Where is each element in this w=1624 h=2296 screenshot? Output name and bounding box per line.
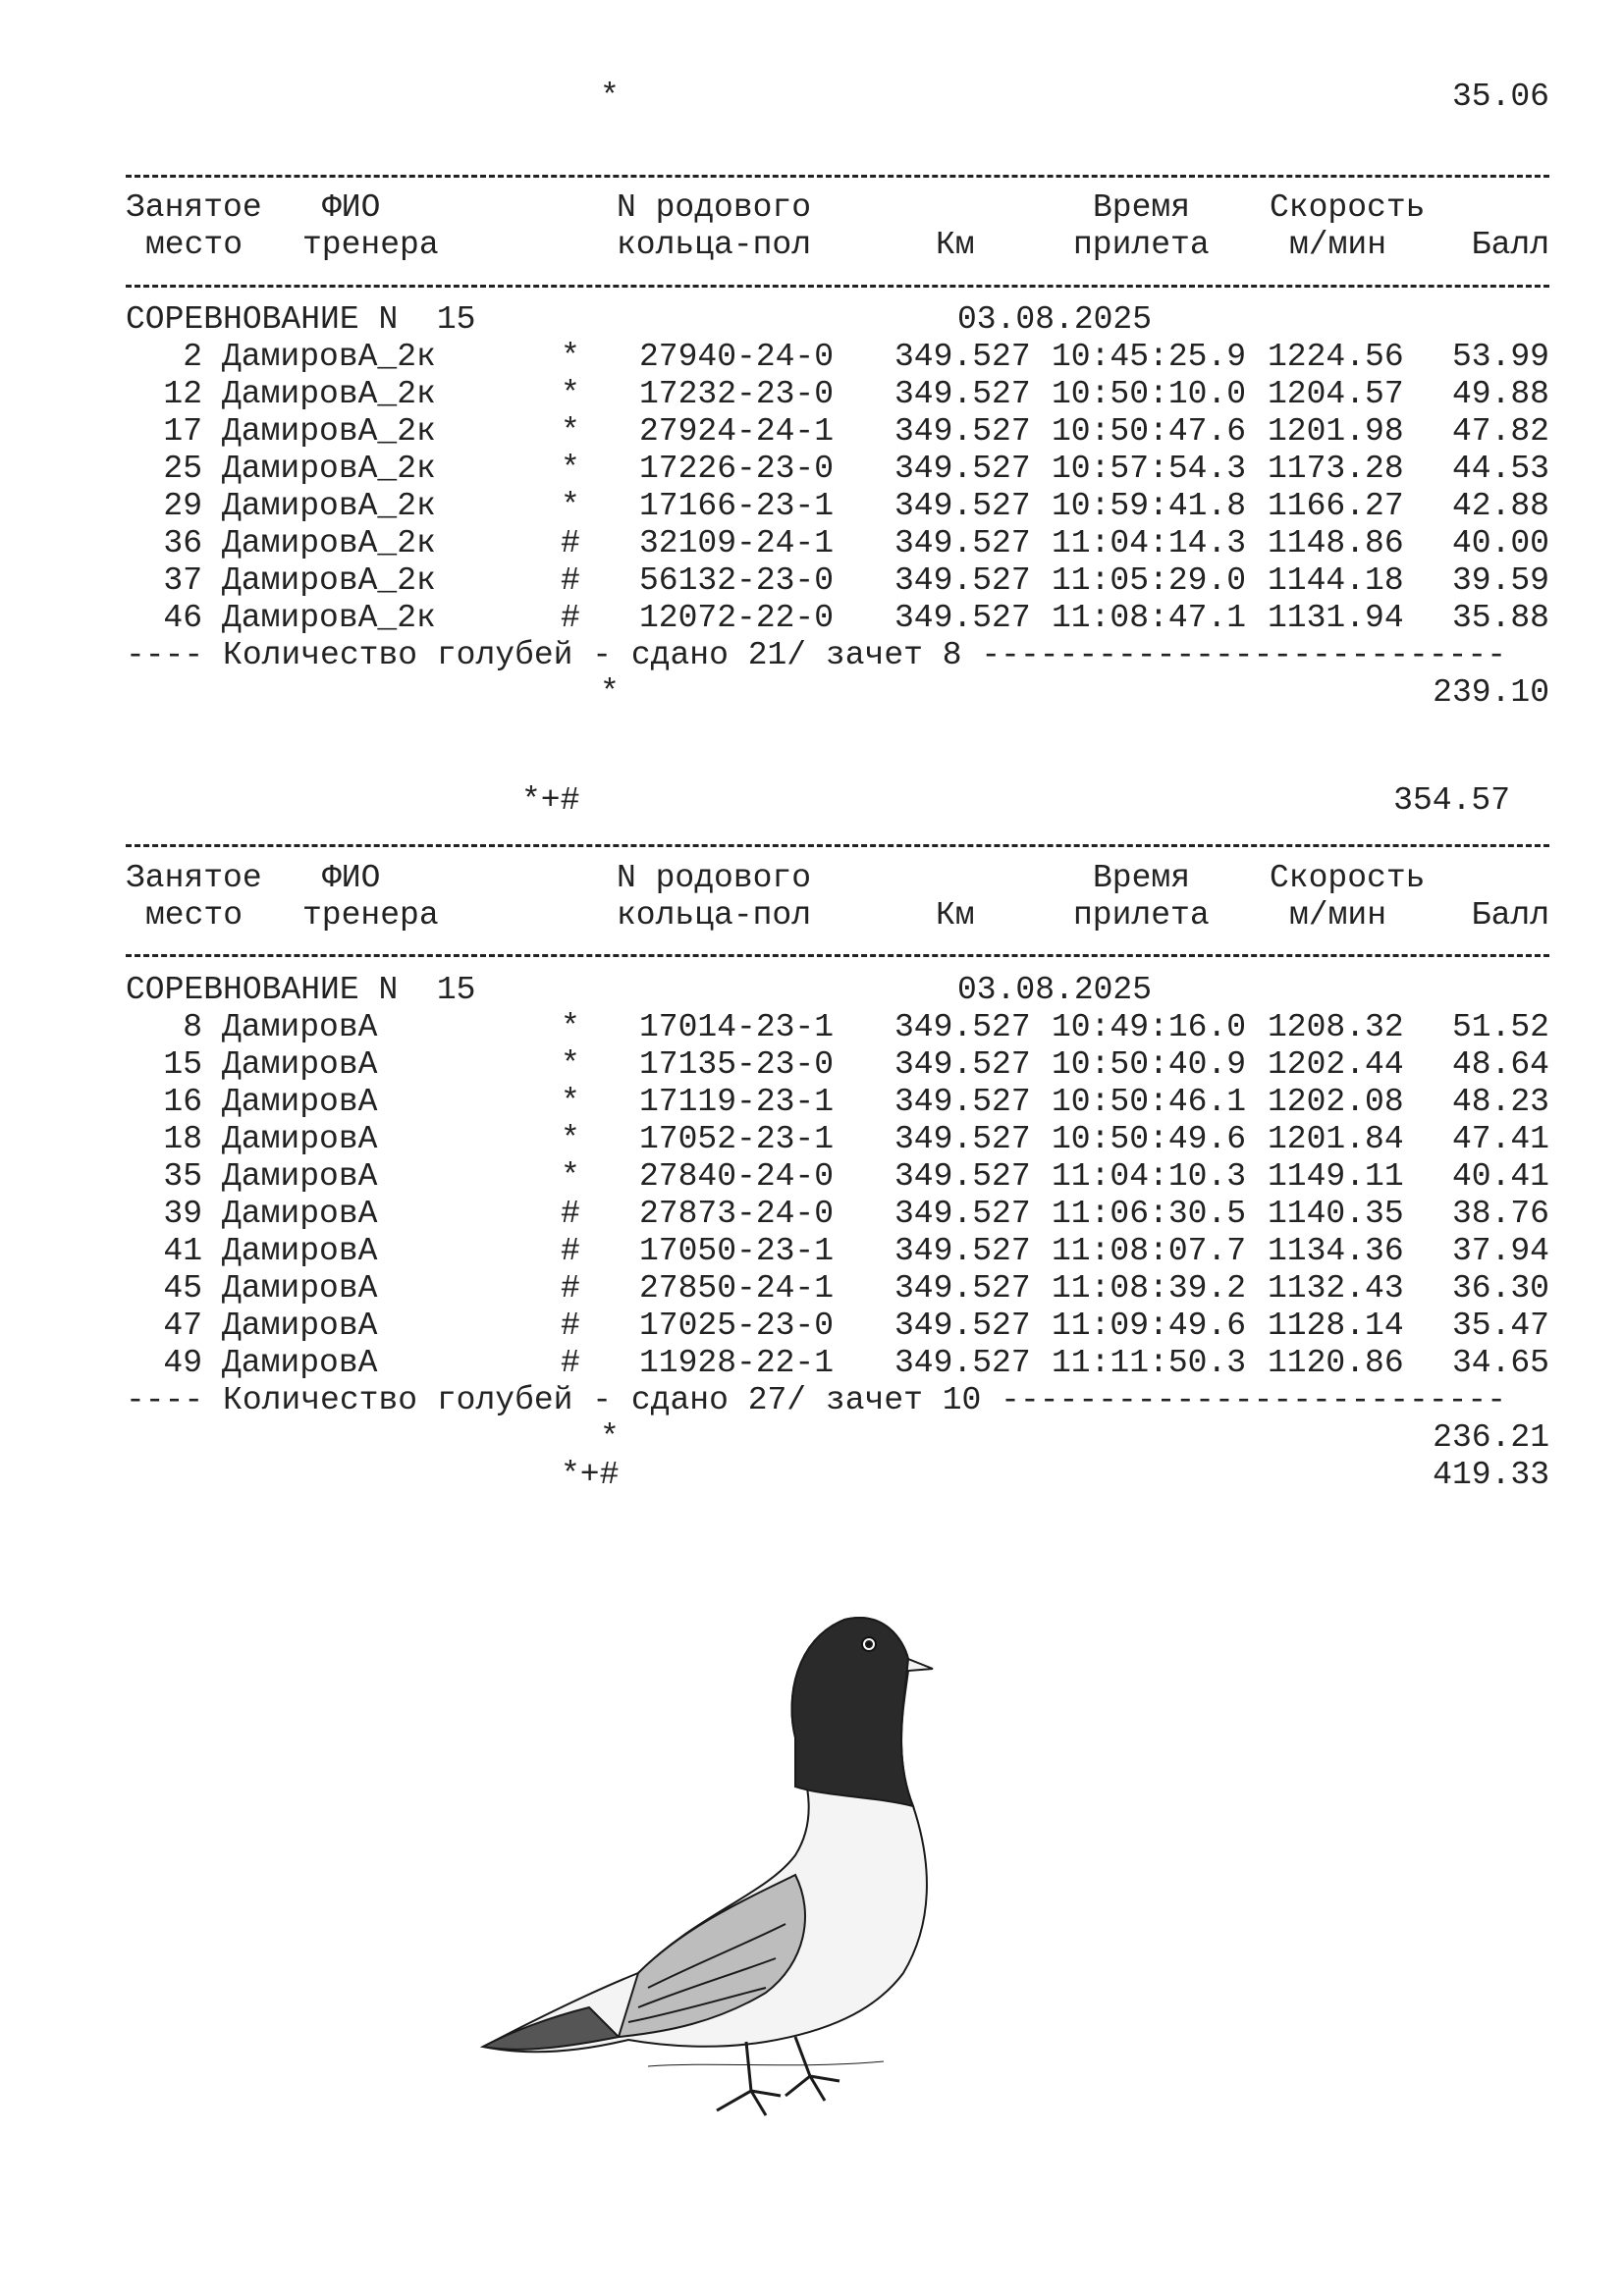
cell-time: 11:11:50.3 (1052, 1345, 1247, 1381)
cell-place: 15 (163, 1046, 202, 1083)
cell-km: 349.527 (894, 1233, 1031, 1269)
cell-ring: 17119-23-1 (639, 1084, 835, 1120)
cell-ring: 17014-23-1 (639, 1009, 835, 1045)
header-time: Время прилета (1073, 189, 1210, 263)
cell-km: 349.527 (894, 1345, 1031, 1381)
cell-km: 349.527 (894, 376, 1031, 412)
header-km: Км (936, 897, 975, 934)
sum-row (126, 1457, 1549, 1494)
cell-speed: 1131.94 (1268, 600, 1404, 636)
cell-place: 12 (163, 376, 202, 412)
cell-time: 10:57:54.3 (1052, 451, 1247, 487)
competition-title: СОРЕВНОВАНИЕ N 15 (126, 972, 476, 1008)
cell-place: 29 (163, 488, 202, 524)
cell-name: ДамировА (222, 1308, 378, 1344)
cell-name: ДамировА_2к (222, 600, 436, 636)
cell-km: 349.527 (894, 1009, 1031, 1045)
cell-place: 36 (163, 525, 202, 561)
cell-ring: 17050-23-1 (639, 1233, 835, 1269)
competition-row (126, 972, 1549, 1009)
cell-km: 349.527 (894, 562, 1031, 599)
cell-place: 45 (163, 1270, 202, 1307)
cell-place: 37 (163, 562, 202, 599)
section-marker: *+# (521, 782, 580, 819)
cell-km: 349.527 (894, 1308, 1031, 1344)
cell-ring: 56132-23-0 (639, 562, 835, 599)
cell-ring: 11928-22-1 (639, 1345, 835, 1381)
cell-speed: 1148.86 (1268, 525, 1404, 561)
cell-speed: 1149.11 (1268, 1158, 1404, 1195)
sum-label: *+# (561, 1457, 620, 1493)
competition-title: СОРЕВНОВАНИЕ N 15 (126, 301, 476, 338)
header-speed: Скорость м/мин (1270, 860, 1426, 934)
section-total: 354.57 (1393, 782, 1510, 819)
cell-mark: # (561, 1196, 580, 1232)
cell-km: 349.527 (894, 1084, 1031, 1120)
header-fio: ФИО тренера (302, 860, 439, 934)
cell-score: 49.88 (1451, 376, 1549, 412)
table-row (126, 525, 1549, 562)
cell-speed: 1208.32 (1268, 1009, 1404, 1045)
cell-time: 10:50:49.6 (1052, 1121, 1247, 1157)
cell-score: 34.65 (1451, 1345, 1549, 1381)
cell-name: ДамировА_2к (222, 451, 436, 487)
cell-time: 11:09:49.6 (1052, 1308, 1247, 1344)
cell-km: 349.527 (894, 413, 1031, 450)
cell-mark: * (561, 339, 580, 375)
header-ring: N родового кольца-пол (617, 860, 812, 934)
cell-name: ДамировА_2к (222, 562, 436, 599)
header-km: Км (936, 227, 975, 263)
table-row (126, 1084, 1549, 1121)
cell-name: ДамировА (222, 1009, 378, 1045)
cell-speed: 1134.36 (1268, 1233, 1404, 1269)
cell-name: ДамировА_2к (222, 339, 436, 375)
cell-ring: 17226-23-0 (639, 451, 835, 487)
header-score: Балл (1471, 897, 1549, 934)
cell-score: 38.76 (1451, 1196, 1549, 1232)
sum-label: * (600, 1419, 620, 1456)
cell-speed: 1173.28 (1268, 451, 1404, 487)
cell-mark: * (561, 1121, 580, 1157)
cell-mark: * (561, 1084, 580, 1120)
cell-ring: 27850-24-1 (639, 1270, 835, 1307)
cell-mark: # (561, 1345, 580, 1381)
cell-ring: 17025-23-0 (639, 1308, 835, 1344)
cell-speed: 1224.56 (1268, 339, 1404, 375)
section-footer: ---- Количество голубей - сдано 21/ зачет 8 --------------------------- (126, 637, 1507, 673)
cell-ring: 27840-24-0 (639, 1158, 835, 1195)
cell-mark: * (561, 413, 580, 450)
cell-score: 39.59 (1451, 562, 1549, 599)
cell-name: ДамировА (222, 1345, 378, 1381)
cell-place: 2 (183, 339, 202, 375)
header-place: Занятое место (126, 189, 262, 263)
cell-mark: # (561, 562, 580, 599)
cell-ring: 17052-23-1 (639, 1121, 835, 1157)
cell-time: 11:04:10.3 (1052, 1158, 1247, 1195)
table-row (126, 1233, 1549, 1270)
cell-km: 349.527 (894, 600, 1031, 636)
separator-line (126, 175, 1549, 178)
section-marker: * (600, 79, 620, 115)
cell-ring: 27873-24-0 (639, 1196, 835, 1232)
cell-place: 46 (163, 600, 202, 636)
competition-date: 03.08.2025 (957, 301, 1153, 338)
table-row (126, 1121, 1549, 1158)
table-row (126, 339, 1549, 376)
section-total: 35.06 (1451, 79, 1549, 115)
cell-place: 25 (163, 451, 202, 487)
cell-km: 349.527 (894, 339, 1031, 375)
cell-ring: 17166-23-1 (639, 488, 835, 524)
separator-line (126, 285, 1549, 288)
competition-row (126, 301, 1549, 339)
cell-score: 42.88 (1451, 488, 1549, 524)
sum-value: 236.21 (1433, 1419, 1549, 1456)
sum-value: 419.33 (1433, 1457, 1549, 1493)
table-row (126, 1196, 1549, 1233)
cell-time: 11:08:47.1 (1052, 600, 1247, 636)
cell-time: 11:04:14.3 (1052, 525, 1247, 561)
cell-mark: # (561, 600, 580, 636)
cell-ring: 12072-22-0 (639, 600, 835, 636)
table-row (126, 451, 1549, 488)
cell-name: ДамировА_2к (222, 413, 436, 450)
cell-place: 18 (163, 1121, 202, 1157)
cell-ring: 32109-24-1 (639, 525, 835, 561)
cell-km: 349.527 (894, 1121, 1031, 1157)
cell-score: 51.52 (1451, 1009, 1549, 1045)
table-row (126, 376, 1549, 413)
cell-speed: 1120.86 (1268, 1345, 1404, 1381)
cell-time: 10:50:47.6 (1052, 413, 1247, 450)
table-row (126, 1009, 1549, 1046)
section-footer: ---- Количество голубей - сдано 27/ зачет 10 -------------------------- (126, 1382, 1507, 1418)
cell-speed: 1201.84 (1268, 1121, 1404, 1157)
cell-time: 10:59:41.8 (1052, 488, 1247, 524)
cell-speed: 1202.44 (1268, 1046, 1404, 1083)
cell-mark: * (561, 376, 580, 412)
cell-score: 35.47 (1451, 1308, 1549, 1344)
pigeon-illustration-icon (471, 1600, 1001, 2150)
header-score: Балл (1471, 227, 1549, 263)
cell-place: 39 (163, 1196, 202, 1232)
table-row (126, 1158, 1549, 1196)
cell-mark: # (561, 525, 580, 561)
table-header (126, 860, 1549, 934)
cell-speed: 1144.18 (1268, 562, 1404, 599)
cell-name: ДамировА (222, 1158, 378, 1195)
cell-ring: 17232-23-0 (639, 376, 835, 412)
cell-place: 47 (163, 1308, 202, 1344)
cell-name: ДамировА_2к (222, 376, 436, 412)
table-row (126, 1308, 1549, 1345)
table-row (126, 562, 1549, 600)
cell-time: 10:50:40.9 (1052, 1046, 1247, 1083)
table-row (126, 1046, 1549, 1084)
table-row (126, 1270, 1549, 1308)
cell-time: 10:45:25.9 (1052, 339, 1247, 375)
cell-speed: 1140.35 (1268, 1196, 1404, 1232)
cell-place: 16 (163, 1084, 202, 1120)
cell-name: ДамировА (222, 1233, 378, 1269)
cell-score: 47.41 (1451, 1121, 1549, 1157)
cell-time: 11:05:29.0 (1052, 562, 1247, 599)
header-speed: Скорость м/мин (1270, 189, 1426, 263)
cell-score: 36.30 (1451, 1270, 1549, 1307)
cell-mark: * (561, 488, 580, 524)
sum-label: * (600, 674, 620, 711)
cell-time: 10:50:10.0 (1052, 376, 1247, 412)
cell-time: 11:06:30.5 (1052, 1196, 1247, 1232)
cell-score: 35.88 (1451, 600, 1549, 636)
cell-name: ДамировА_2к (222, 525, 436, 561)
table-row (126, 600, 1549, 637)
cell-name: ДамировА (222, 1046, 378, 1083)
cell-name: ДамировА (222, 1196, 378, 1232)
cell-name: ДамировА (222, 1121, 378, 1157)
cell-km: 349.527 (894, 1158, 1031, 1195)
cell-time: 11:08:07.7 (1052, 1233, 1247, 1269)
cell-score: 44.53 (1451, 451, 1549, 487)
cell-speed: 1202.08 (1268, 1084, 1404, 1120)
cell-score: 48.23 (1451, 1084, 1549, 1120)
cell-ring: 27940-24-0 (639, 339, 835, 375)
cell-time: 10:49:16.0 (1052, 1009, 1247, 1045)
cell-mark: # (561, 1270, 580, 1307)
cell-score: 53.99 (1451, 339, 1549, 375)
header-fio: ФИО тренера (302, 189, 439, 263)
cell-speed: 1166.27 (1268, 488, 1404, 524)
table-row (126, 413, 1549, 451)
table-row (126, 488, 1549, 525)
separator-line (126, 844, 1549, 847)
cell-km: 349.527 (894, 1046, 1031, 1083)
cell-ring: 17135-23-0 (639, 1046, 835, 1083)
cell-ring: 27924-24-1 (639, 413, 835, 450)
sum-value: 239.10 (1433, 674, 1549, 711)
cell-name: ДамировА_2к (222, 488, 436, 524)
header-place: Занятое место (126, 860, 262, 934)
cell-name: ДамировА (222, 1270, 378, 1307)
cell-speed: 1128.14 (1268, 1308, 1404, 1344)
cell-score: 40.00 (1451, 525, 1549, 561)
cell-place: 17 (163, 413, 202, 450)
cell-km: 349.527 (894, 451, 1031, 487)
cell-score: 47.82 (1451, 413, 1549, 450)
cell-place: 8 (183, 1009, 202, 1045)
table-row (126, 1345, 1549, 1382)
cell-mark: * (561, 1046, 580, 1083)
cell-score: 37.94 (1451, 1233, 1549, 1269)
cell-score: 48.64 (1451, 1046, 1549, 1083)
cell-time: 10:50:46.1 (1052, 1084, 1247, 1120)
cell-speed: 1201.98 (1268, 413, 1404, 450)
sum-row (126, 674, 1549, 712)
cell-mark: * (561, 451, 580, 487)
cell-speed: 1132.43 (1268, 1270, 1404, 1307)
cell-mark: * (561, 1009, 580, 1045)
cell-time: 11:08:39.2 (1052, 1270, 1247, 1307)
separator-line (126, 954, 1549, 957)
header-time: Время прилета (1073, 860, 1210, 934)
cell-place: 35 (163, 1158, 202, 1195)
sum-row (126, 1419, 1549, 1457)
cell-place: 49 (163, 1345, 202, 1381)
cell-km: 349.527 (894, 1270, 1031, 1307)
cell-score: 40.41 (1451, 1158, 1549, 1195)
cell-mark: * (561, 1158, 580, 1195)
cell-place: 41 (163, 1233, 202, 1269)
table-header (126, 189, 1549, 264)
cell-name: ДамировА (222, 1084, 378, 1120)
cell-mark: # (561, 1308, 580, 1344)
cell-mark: # (561, 1233, 580, 1269)
cell-km: 349.527 (894, 488, 1031, 524)
cell-km: 349.527 (894, 525, 1031, 561)
competition-date: 03.08.2025 (957, 972, 1153, 1008)
header-ring: N родового кольца-пол (617, 189, 812, 263)
cell-speed: 1204.57 (1268, 376, 1404, 412)
cell-km: 349.527 (894, 1196, 1031, 1232)
